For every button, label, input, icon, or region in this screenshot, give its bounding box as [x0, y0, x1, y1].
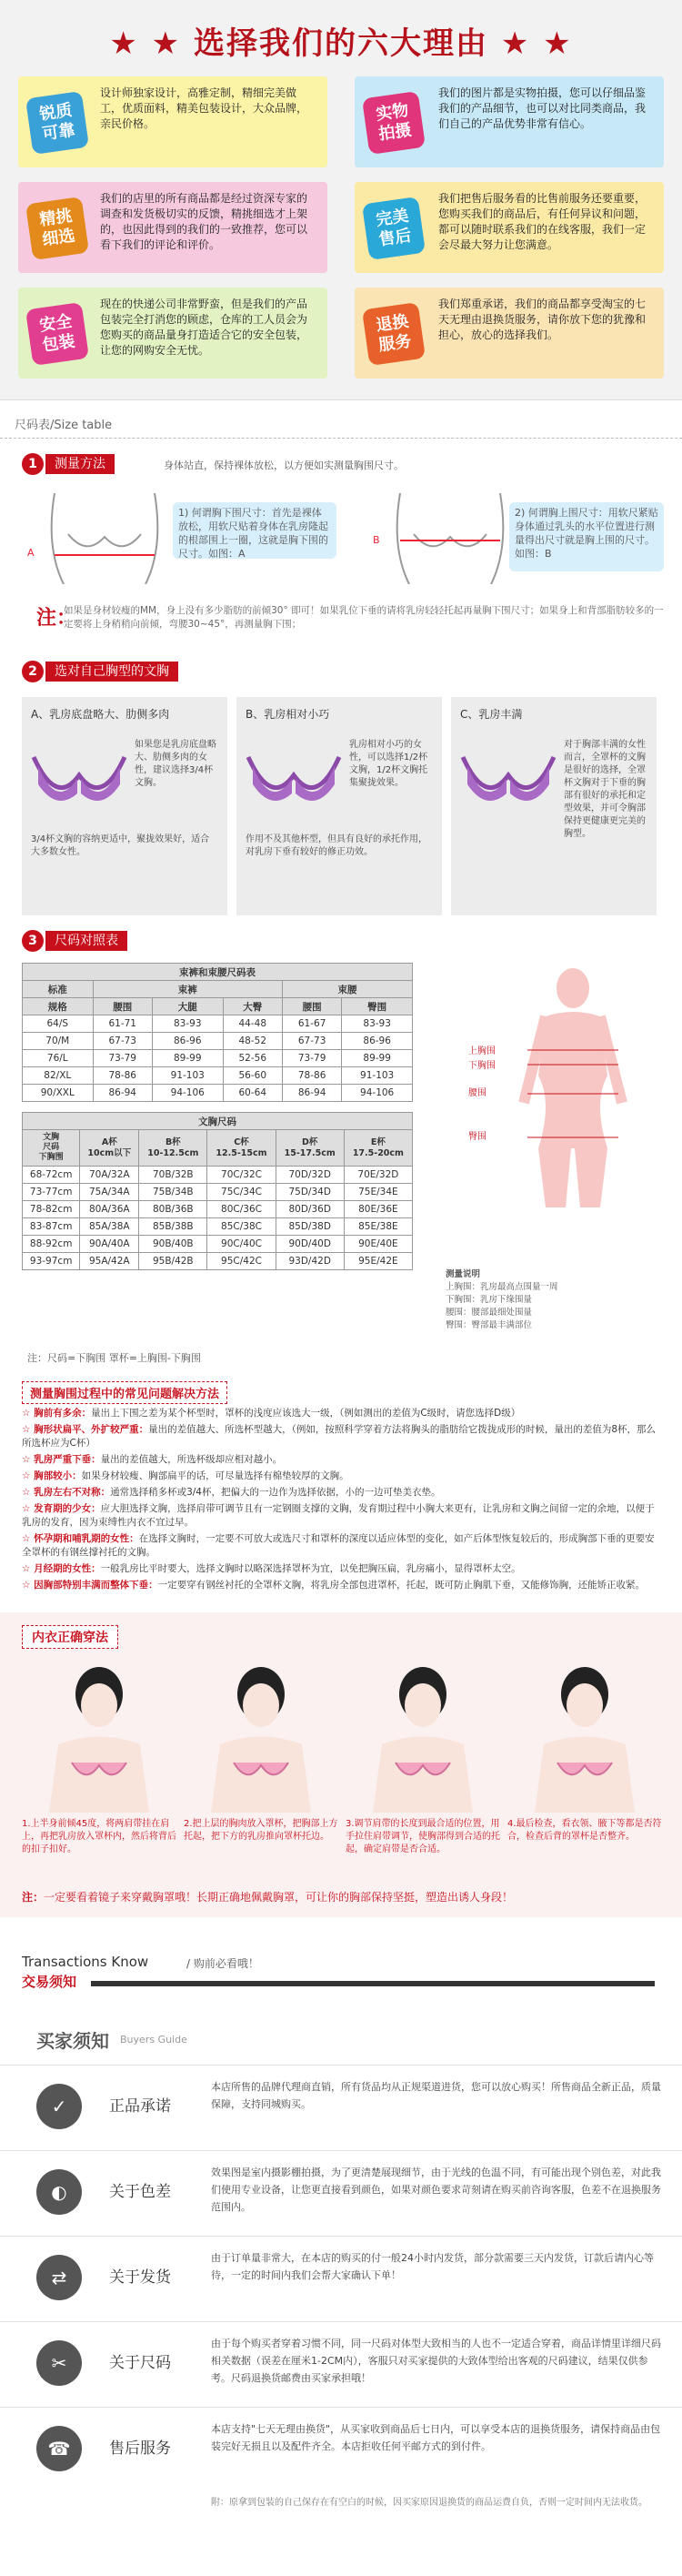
faq-item [22, 1453, 658, 1467]
wear-section [0, 1612, 682, 1917]
reason-badge: 锐质 可靠 [25, 91, 89, 155]
table-cell: 61-71 [93, 1015, 152, 1033]
wear-step [22, 1658, 176, 1876]
faq-key: 胸部较小： [34, 1470, 82, 1481]
guide-text: 效果图是室内摄影棚拍摄，为了更清楚展现细节，由于光线的色温不同，有可能出现个别色差，对此我们使用专业设备，让您更直接看到颜色，如果对颜色要求苛刻请在购买前咨询客服，色差不在退换服务范围内。 [211, 2167, 661, 2213]
table1-title: 束裤和束腰尺码表 [23, 964, 413, 981]
size-table-header [0, 400, 682, 439]
measure-explain-item: 下胸围：乳房下缘围量 [446, 1295, 533, 1305]
cup-header: D杯 15-17.5cm [276, 1130, 344, 1167]
measure-note: 如果是身材较瘦的MM，身上没有多少脂肪的前倾30° 即可！如果乳位下垂的请将乳房轻轻托起再量胸下围尺寸；如果身上和背部脂肪较多的一定要将上身稍稍向前倾，弯腰30~45°，再测量胸下围； [64, 605, 664, 630]
table-cell: 90C/40C [207, 1236, 276, 1253]
table-cell: 86-94 [93, 1085, 152, 1102]
measure-method-section [0, 439, 682, 657]
faq-value: 如果身材较瘦、胸部扁平的话，可尽量选择有棉垫较厚的文胸。 [81, 1470, 349, 1481]
guide-row [0, 2321, 682, 2407]
step1-intro: 身体站直，保持裸体放松，以方便如实测量胸围尺寸。 [164, 460, 404, 471]
table-cell: 95B/42B [139, 1253, 207, 1270]
table-cell: 91-103 [152, 1067, 223, 1085]
bra-table-note: 注：尺码=下胸围 罩杯=上胸围-下胸围 [27, 1352, 201, 1364]
transactions-sub: / 购前必看哦！ [186, 1957, 259, 1970]
table-cell: 70/M [23, 1033, 94, 1050]
faq-bullet: ☆ [22, 1563, 35, 1574]
table-cell: 48-52 [223, 1033, 282, 1050]
table-cell: 94-106 [152, 1085, 223, 1102]
table-row [23, 1184, 413, 1201]
faq-bullet: ☆ [22, 1454, 35, 1465]
table-cell: 89-99 [152, 1050, 223, 1067]
bra-type-card [451, 697, 657, 915]
cup-header: A杯 10cm以下 [80, 1130, 139, 1167]
table-row [23, 1085, 413, 1102]
t1-subhead: 臀围 [342, 998, 413, 1015]
t1-head-pants: 束裤 [93, 981, 282, 998]
table-cell: 93D/42D [276, 1253, 344, 1270]
table-cell: 85D/38D [276, 1218, 344, 1236]
guide-text: 由于每个购买者穿着习惯不同，同一尺码对体型大致相当的人也不一定适合穿着，商品详情里详细尺码相关数据（误差在厘米1-2CM内），客服只对买家提供的大致体型给出客观的尺码建议，结果仅供参考。尺码退换货邮费由买家承担哦！ [211, 2338, 661, 2384]
table-cell: 83-93 [342, 1015, 413, 1033]
wear-figure [346, 1658, 500, 1813]
guide-name: 正品承诺 [109, 2097, 171, 2116]
wear-step-text: 3.调节肩带的长度到最合适的位置，用手拉住肩带调节，使胸部得到合适的托起，确定肩带是否合适。 [346, 1819, 500, 1854]
table-row [23, 1253, 413, 1270]
table-cell: 61-67 [282, 1015, 341, 1033]
reason-card [18, 288, 327, 379]
guide-row [0, 2065, 682, 2150]
body-figure [491, 966, 655, 1212]
bra-type-more: 3/4杯文胸的容纳更适中，聚拢效果好，适合大多数女性。 [31, 834, 210, 857]
bra-type-text: 对于胸部丰满的女性而言，全罩杯的文胸是很好的选择，全罩杯文胸对于下垂的胸部有很好的承托和定型效果，并可令胸部保持更健康更完美的胸型。 [564, 740, 646, 839]
figure-label-underbust: 下胸围 [468, 1061, 496, 1071]
cup-header: B杯 10-12.5cm [139, 1130, 207, 1167]
transactions-bar [91, 1981, 655, 1986]
table-cell: 83-93 [152, 1015, 223, 1033]
measure-explain-title: 测量说明 [446, 1269, 481, 1279]
t2-corner-bot: 下胸围 [38, 1153, 64, 1162]
table-cell: 85E/38E [344, 1218, 412, 1236]
bra-type-text: 如果您是乳房底盘略大、肋侧多肉的女性，建议选择3/4杯文胸。 [135, 740, 216, 788]
table-row [23, 1167, 413, 1184]
reason-card [18, 76, 327, 167]
table-cell: 70D/32D [276, 1167, 344, 1184]
guide-text: 本店所售的品牌代理商直销，所有货品均从正规渠道进货，您可以放心购买！所售商品全新正品，质量保障，支持同城购买。 [211, 2081, 661, 2110]
wear-step [507, 1658, 662, 1876]
table-cell: 67-73 [282, 1033, 341, 1050]
table-cell: 76/L [23, 1050, 94, 1067]
reason-text: 我们把售后服务看的比售前服务还要重要，您购买我们的商品后，有任何异议和问题，都可以随时联系我们的在线客服，我们一定会尽最大努力让您满意。 [438, 192, 647, 251]
reason-badge: 精挑 细选 [25, 197, 89, 260]
faq-key: 胸前有多余： [34, 1408, 92, 1419]
table-cell: 90/XXL [23, 1085, 94, 1102]
transactions-section [0, 1917, 682, 2008]
bra-icon [29, 739, 129, 812]
table-cell: 90A/40A [80, 1236, 139, 1253]
table-cell: 78-82cm [23, 1201, 80, 1218]
faq-item [22, 1502, 658, 1530]
guide-name: 关于发货 [109, 2268, 171, 2287]
table-cell: 70C/32C [207, 1167, 276, 1184]
faq-value: 通常选择稍多杯或3/4杯，把偏大的一边作为选择依据，小的一边可垫美衣垫。 [110, 1487, 441, 1498]
bra-type-text: 乳房相对小巧的女性，可以选择1/2杯文胸，1/2杯文胸托集聚拢效果。 [349, 740, 428, 788]
bra-type-card [236, 697, 442, 915]
table-cell: 75C/34C [207, 1184, 276, 1201]
wear-step-text: 2.把上层的胸肉放入罩杯，把胸部上方托起，把下方的乳房推向罩杯托边。 [184, 1819, 338, 1842]
guide-text: 由于订单量非常大，在本店的购买的付一般24小时内发货，部分款需要三天内发货，订款后请内心等待，一定的时间内我们会帮大家确认下单！ [211, 2252, 654, 2281]
faq-item [22, 1470, 658, 1483]
torso-illustration-b [382, 493, 518, 584]
bra-icon [244, 739, 344, 812]
bra-type-section [0, 657, 682, 930]
figure-label-hip: 臀围 [468, 1132, 486, 1142]
table-row [23, 1218, 413, 1236]
faq-bullet: ☆ [22, 1424, 35, 1435]
reason-card [355, 182, 664, 273]
reason-text: 我们郑重承诺，我们的商品都享受淘宝的七天无理由退换货服务，请你放下您的犹豫和担心，放心的选择我们。 [438, 298, 647, 341]
table-cell: 85A/38A [80, 1218, 139, 1236]
reasons-section [0, 0, 682, 400]
step3-number: 3 [22, 930, 44, 952]
guide-note: 附：原拿到包装的自己保存在有空白的时候，因买家原因退换货的商品运费自负，否则一定时间内无法收货。 [211, 2498, 647, 2508]
t1-head-standard: 标准 [23, 981, 94, 998]
wear-figure [22, 1658, 176, 1813]
wear-note-label: 注： [22, 1891, 45, 1904]
table-cell: 75B/34B [139, 1184, 207, 1201]
table-cell: 91-103 [342, 1067, 413, 1085]
table-row [23, 1033, 413, 1050]
table-cell: 80C/36C [207, 1201, 276, 1218]
t1-subhead: 大臀 [223, 998, 282, 1015]
faq-item [22, 1486, 658, 1500]
faq-bullet: ☆ [22, 1487, 35, 1498]
guide-name: 关于尺码 [109, 2354, 171, 2372]
step3-title: 尺码对照表 [45, 931, 127, 951]
faq-key: 因胸部特别丰满而整体下垂： [34, 1580, 158, 1591]
bra-type-name: C、乳房丰满 [460, 708, 523, 721]
bra-type-name: B、乳房相对小巧 [246, 708, 330, 721]
table-cell: 44-48 [223, 1015, 282, 1033]
faq-list [22, 1407, 658, 1595]
guide-icon: ◐ [36, 2169, 82, 2215]
table-cell: 93-97cm [23, 1253, 80, 1270]
reason-badge: 实物 拍摄 [362, 91, 426, 155]
measure-explain [446, 1268, 558, 1332]
guide-text: 本店支持"七天无理由换货"，从买家收到商品后七日内，可以享受本店的退换货服务，请保持商品由包装完好无损且以及配件齐全。本店拒收任何平邮方式的到付件。 [211, 2423, 661, 2452]
guide-icon: ☎ [36, 2426, 82, 2471]
wear-step [346, 1658, 500, 1876]
table-cell: 75E/34E [344, 1184, 412, 1201]
t2-corner [23, 1130, 80, 1167]
table-cell: 80B/36B [139, 1201, 207, 1218]
figure-labels [468, 1045, 496, 1145]
bra-type-more: 作用不及其他杯型，但具有良好的承托作用，对乳房下垂有较好的修正功效。 [246, 834, 427, 857]
measure-explain-item: 臀围：臀部最丰满部位 [446, 1320, 533, 1330]
table2-title: 文胸尺码 [23, 1113, 413, 1130]
reason-badge: 安全 包装 [25, 302, 89, 366]
guide-row [0, 2150, 682, 2236]
table-row [23, 1067, 413, 1085]
t1-subhead: 腰围 [282, 998, 341, 1015]
faq-value: 量出上下围之差为某个杯型时，罩杯的浅度应该选大一级，（例如测出的差值为C级时，请您选择D级） [91, 1408, 521, 1419]
faq-item [22, 1562, 658, 1576]
table-cell: 64/S [23, 1015, 94, 1033]
torso-illustration-a [36, 493, 173, 584]
table-cell: 52-56 [223, 1050, 282, 1067]
table-cell: 73-79 [93, 1050, 152, 1067]
guide-icon: ⇄ [36, 2255, 82, 2300]
guide-en: Buyers Guide [120, 2034, 187, 2046]
note-label: 注： [36, 607, 77, 630]
measure-explain-item: 腰围：腰部最细处围量 [446, 1308, 533, 1318]
faq-item [22, 1579, 658, 1592]
faq-bullet: ☆ [22, 1580, 35, 1591]
wear-figure [507, 1658, 662, 1813]
faq-value: 一般乳房比平时要大，选择文胸时以略深选择罩杯为宜，以免把胸压扁，乳房痛小，显得罩杯太空。 [100, 1563, 521, 1574]
reason-text: 设计师独家设计，高雅定制，精细完美做工，优质面料，精美包装设计，大众品牌，亲民价格。 [100, 86, 308, 130]
faq-key: 月经期的女性： [34, 1563, 101, 1574]
guide-row [0, 2407, 682, 2492]
table-cell: 90B/40B [139, 1236, 207, 1253]
table-cell: 67-73 [93, 1033, 152, 1050]
table-cell: 82/XL [23, 1067, 94, 1085]
size-chart-section [0, 930, 682, 1376]
shapewear-size-table [22, 963, 413, 1102]
bra-icon [458, 739, 558, 812]
guide-icon: ✓ [36, 2084, 82, 2129]
figure-label-waist: 腰围 [468, 1088, 486, 1098]
table-cell: 78-86 [282, 1067, 341, 1085]
buyers-guide-section [0, 2008, 682, 2513]
faq-item [22, 1407, 658, 1420]
table-cell: 80A/36A [80, 1201, 139, 1218]
table-cell: 83-87cm [23, 1218, 80, 1236]
guide-icon: ✂ [36, 2340, 82, 2386]
step2-title: 选对自己胸型的文胸 [45, 662, 178, 682]
wear-step-text: 4.最后检查，看衣领、腋下等都是否符合，检查后背的罩杯是否整齐。 [507, 1819, 662, 1842]
table-row [23, 1201, 413, 1218]
faq-item [22, 1423, 658, 1450]
t2-corner-mid: 尺码 [43, 1143, 60, 1152]
cup-header: C杯 12.5-15cm [207, 1130, 276, 1167]
t1-subhead: 大腿 [152, 998, 223, 1015]
table-cell: 80E/36E [344, 1201, 412, 1218]
faq-bullet: ☆ [22, 1533, 35, 1544]
overbust-tip: 2) 何谓胸上围尺寸：用软尺紧贴身体通过乳头的水平位置进行测量得出尺寸就是胸上围的尺寸。如图：B [509, 502, 664, 571]
transactions-cn: 交易须知 [22, 1974, 77, 1990]
table-cell: 85B/38B [139, 1218, 207, 1236]
table-cell: 70A/32A [80, 1167, 139, 1184]
faq-value: 在选择文胸时，一定要不可放大或选尺寸和罩杯的深度以适应体型的变化，如产后体型恢复较后的，形成胸部下垂的更要安全罩杯的有钢丝撑衬托的文胸。 [22, 1533, 655, 1558]
faq-key: 怀孕期和哺乳期的女性： [34, 1533, 139, 1544]
wear-step [184, 1658, 338, 1876]
table-cell: 95A/42A [80, 1253, 139, 1270]
wear-figure [184, 1658, 338, 1813]
faq-value: 一定要穿有钢丝衬托的全罩杯文胸，将乳房全部包进罩杯，托起，既可防止胸肌下垂，又能修饰胸，还能矫正收紧。 [157, 1580, 646, 1591]
label-a: A [27, 547, 35, 559]
bra-type-name: A、乳房底盘略大、肋侧多肉 [31, 708, 170, 721]
transactions-en: Transactions Know [22, 1954, 149, 1970]
table-cell: 89-99 [342, 1050, 413, 1067]
cup-header: E杯 17.5-20cm [344, 1130, 412, 1167]
table-cell: 73-79 [282, 1050, 341, 1067]
faq-bullet: ☆ [22, 1503, 35, 1514]
table-row [23, 1015, 413, 1033]
t1-subhead: 腰围 [93, 998, 152, 1015]
wear-title: 内衣正确穿法 [22, 1625, 118, 1649]
table-cell: 90D/40D [276, 1236, 344, 1253]
figure-label-overbust: 上胸围 [468, 1046, 496, 1056]
guide-name: 售后服务 [109, 2440, 171, 2458]
reason-badge: 退换 服务 [362, 302, 426, 366]
faq-bullet: ☆ [22, 1408, 35, 1419]
faq-value: 量出的差值越大，所选杯级却应相对越小。 [100, 1454, 283, 1465]
step1-number: 1 [22, 453, 44, 475]
guide-title: 买家须知 [36, 2030, 109, 2052]
faq-item [22, 1532, 658, 1560]
reason-text: 我们的图片都是实物拍摄，您可以仔细品鉴我们的产品细节，也可以对比同类商品，我们自己的产品优势非常有信心。 [438, 86, 647, 130]
table-cell: 75D/34D [276, 1184, 344, 1201]
reason-text: 我们的店里的所有商品都是经过资深专家的调查和发货极切实的反馈，精挑细选才上架的，也因此得到的我们的一致推荐，您可以看下我们的评论和评价。 [100, 192, 308, 251]
faq-title: 测量胸围过程中的常见问题解决方法 [22, 1381, 227, 1404]
table-cell: 95C/42C [207, 1253, 276, 1270]
step2-number: 2 [22, 661, 44, 682]
faq-key: 发育期的少女： [34, 1503, 101, 1514]
reason-card [18, 182, 327, 273]
table-cell: 70E/32D [344, 1167, 412, 1184]
reason-text: 现在的快递公司非常野蛮，但是我们的产品包装完全打消您的顾虑，仓库的工人员会为您购买的商品量身打造适合它的安全包装，让您的网购安全无忧。 [100, 298, 308, 357]
table-cell: 95E/42E [344, 1253, 412, 1270]
reason-card [355, 76, 664, 167]
reason-badge: 完美 售后 [362, 197, 426, 260]
table-cell: 86-96 [152, 1033, 223, 1050]
size-table-label: 尺码表/Size table [15, 419, 113, 432]
wear-note [22, 1889, 513, 1904]
guide-name: 关于色差 [109, 2183, 171, 2201]
table-cell: 90E/40E [344, 1236, 412, 1253]
table-cell: 78-86 [93, 1067, 152, 1085]
t2-corner-top: 文胸 [43, 1133, 60, 1142]
faq-key: 乳房严重下垂： [34, 1454, 101, 1465]
faq-value: 量出的差值越大、所选杯型越大，（例如，按照科学穿着方法将胸头的脂肪给它拨拢成形的时候，量出的差值为8杯，那么所选杯应为C杯） [22, 1424, 657, 1449]
measure-explain-item: 上胸围：乳房最高点围量一周 [446, 1282, 558, 1292]
guide-row [0, 2236, 682, 2321]
reason-card [355, 288, 664, 379]
table-row [23, 1050, 413, 1067]
table-cell: 85C/38C [207, 1218, 276, 1236]
faq-key: 胸形状扁平、外扩较严重： [34, 1424, 149, 1435]
table-cell: 70B/32B [139, 1167, 207, 1184]
table-cell: 86-94 [282, 1085, 341, 1102]
t1-subhead: 规格 [23, 998, 94, 1015]
table-row [23, 1236, 413, 1253]
table-cell: 56-60 [223, 1067, 282, 1085]
wear-step-text: 1.上半身前倾45度，将两肩带挂在肩上，再把乳房放入罩杯内，然后将背后的扣子扣好。 [22, 1819, 176, 1854]
t1-head-waist: 束腰 [282, 981, 412, 998]
step1-title: 测量方法 [45, 454, 115, 474]
table-cell: 75A/34A [80, 1184, 139, 1201]
table-cell: 80D/36D [276, 1201, 344, 1218]
faq-section [0, 1376, 682, 1612]
table-cell: 94-106 [342, 1085, 413, 1102]
table-cell: 88-92cm [23, 1236, 80, 1253]
bra-size-table [22, 1112, 413, 1270]
underbust-tip: 1) 何谓胸下围尺寸：首先是裸体放松，用软尺贴着身体在乳房隆起的根部围上一圈，这就是胸下围的尺寸。如图：A [173, 502, 336, 559]
faq-value: 应大胆选择文胸，选择肩带可调节且有一定钢圈支撑的文胸，发育期过程中小胸大来更有，让乳房和文胸之间留一定的余地，以便于乳房的发育，因为束缚性内衣不宜过早。 [22, 1503, 655, 1528]
label-b: B [373, 534, 380, 546]
table-cell: 73-77cm [23, 1184, 80, 1201]
table-cell: 68-72cm [23, 1167, 80, 1184]
faq-bullet: ☆ [22, 1470, 35, 1481]
bra-type-card [22, 697, 227, 915]
faq-key: 乳房左右不对称： [34, 1487, 111, 1498]
reasons-title: ★ ★ 选择我们的六大理由 ★ ★ [109, 25, 573, 62]
wear-note-text: 一定要看着镜子来穿戴胸罩哦！长期正确地佩戴胸罩，可让你的胸部保持坚挺，塑造出诱人身段！ [44, 1891, 514, 1904]
table-cell: 86-96 [342, 1033, 413, 1050]
table-cell: 60-64 [223, 1085, 282, 1102]
